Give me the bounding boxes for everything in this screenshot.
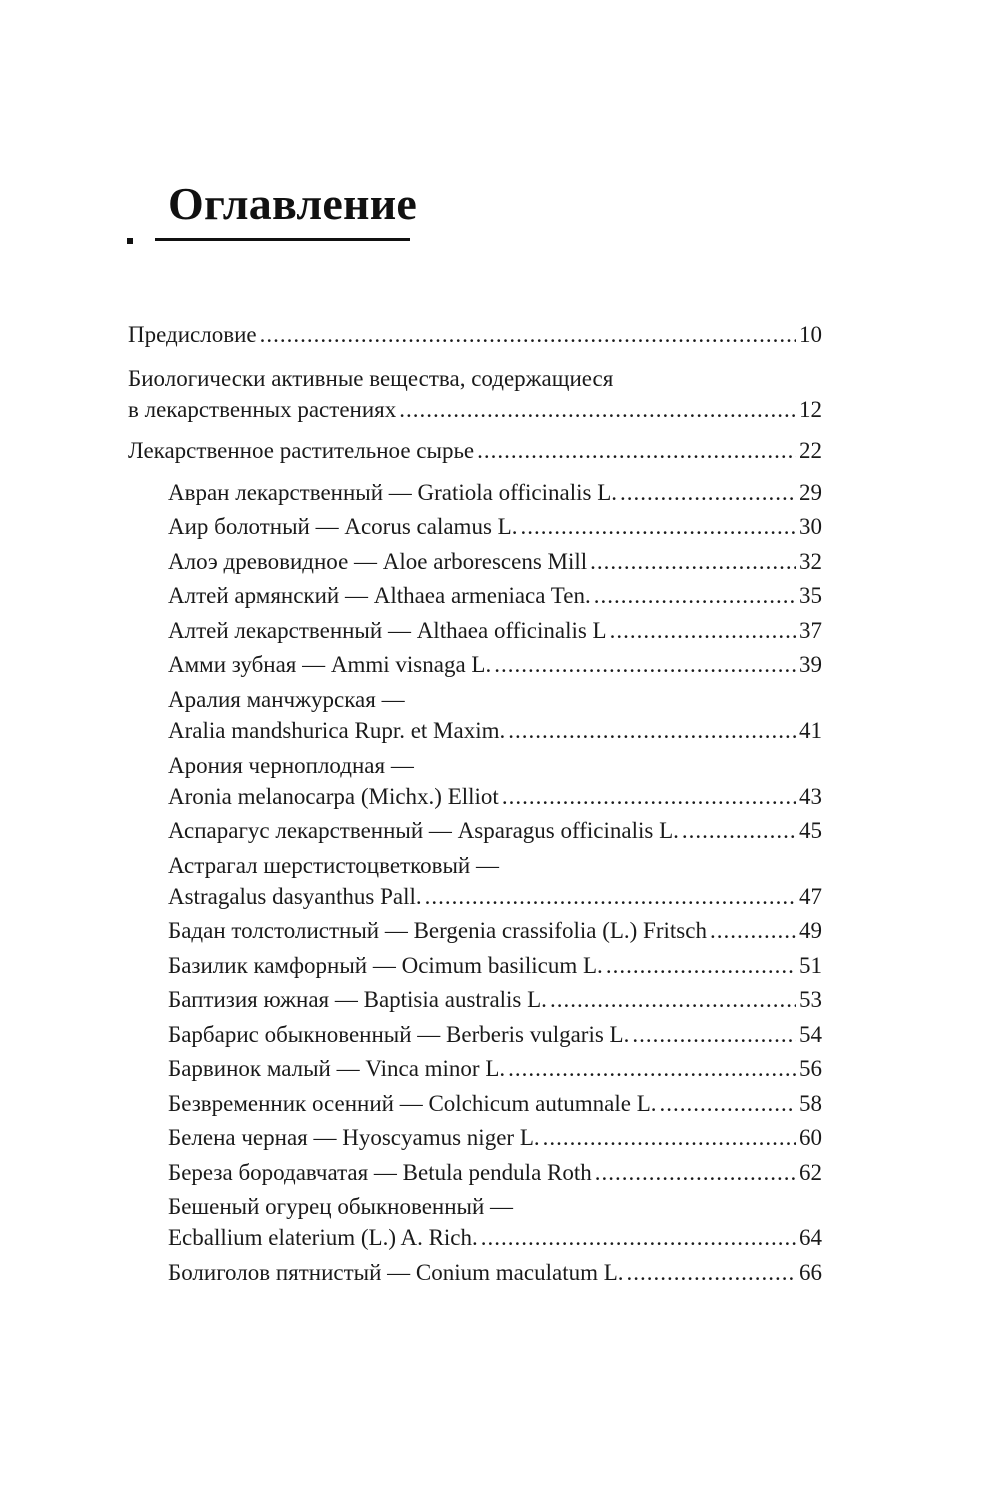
toc-subentry: Базилик камфорный — Ocimum basilicum L. ..... 51 xyxy=(168,949,822,983)
toc-subentry: Aronia melanocarpa (Michx.) Elliot ..... 43 xyxy=(168,780,822,814)
toc-subentry: Ecballium elaterium (L.) A. Rich. ..... 64 xyxy=(168,1221,822,1255)
toc-subentry: Безвременник осенний — Colchicum autumnale L. ..... 58 xyxy=(168,1087,822,1121)
toc-subentry: Алтей армянский — Althaea armeniaca Ten. ..... 35 xyxy=(168,579,822,613)
toc-subentry: Алоэ древовидное — Aloe arborescens Mill ..... 32 xyxy=(168,545,822,579)
toc-subentry: Белена черная — Hyoscyamus niger L. ..... 60 xyxy=(168,1121,822,1155)
toc-subentry: Алтей лекарственный — Althaea officinalis L ..... 37 xyxy=(168,614,822,648)
toc-subentry: Аспарагус лекарственный — Asparagus officinalis L. ..... 45 xyxy=(168,814,822,848)
toc-subentry: Аралия манчжурская — xyxy=(168,687,405,712)
toc-entry: Предисловие ..... 10 xyxy=(128,318,822,352)
toc-subentry: Aralia mandshurica Rupr. et Maxim. ..... 41 xyxy=(168,714,822,748)
toc-entry: Биологически активные вещества, содержащиеся xyxy=(128,366,614,391)
toc-subentry: Бадан толстолистный — Bergenia crassifolia (L.) Fritsch ..... 49 xyxy=(168,914,822,948)
toc-subentry: Бешеный огурец обыкновенный — xyxy=(168,1194,514,1219)
toc-subentry: Астрагал шерстистоцветковый — xyxy=(168,853,499,878)
toc-subentry: Барбарис обыкновенный — Berberis vulgaris L. ..... 54 xyxy=(168,1018,822,1052)
title-underline xyxy=(155,238,410,241)
toc-subentry: Авран лекарственный — Gratiola officinalis L. ..... 29 xyxy=(168,476,822,510)
toc-subentry: Береза бородавчатая — Betula pendula Roth ..... 62 xyxy=(168,1156,822,1190)
toc-entry: Лекарственное растительное сырье ..... 22 xyxy=(128,434,822,468)
toc-subentry: Амми зубная — Ammi visnaga L. ..... 39 xyxy=(168,648,822,682)
page-title: Оглавление xyxy=(168,178,418,229)
heading-bullet xyxy=(127,238,133,244)
toc-entry: в лекарственных растениях ..... 12 xyxy=(128,393,822,427)
toc-subentry: Аир болотный — Acorus calamus L. ..... 30 xyxy=(168,510,822,544)
toc-subentry: Арония черноплодная — xyxy=(168,753,414,778)
toc-subentry: Astragalus dasyanthus Pall. ..... 47 xyxy=(168,880,822,914)
toc-subentry: Болиголов пятнистый — Conium maculatum L. ..... 66 xyxy=(168,1256,822,1290)
toc-subentry: Баптизия южная — Baptisia australis L. ..... 53 xyxy=(168,983,822,1017)
toc-subentry: Барвинок малый — Vinca minor L. ..... 56 xyxy=(168,1052,822,1086)
